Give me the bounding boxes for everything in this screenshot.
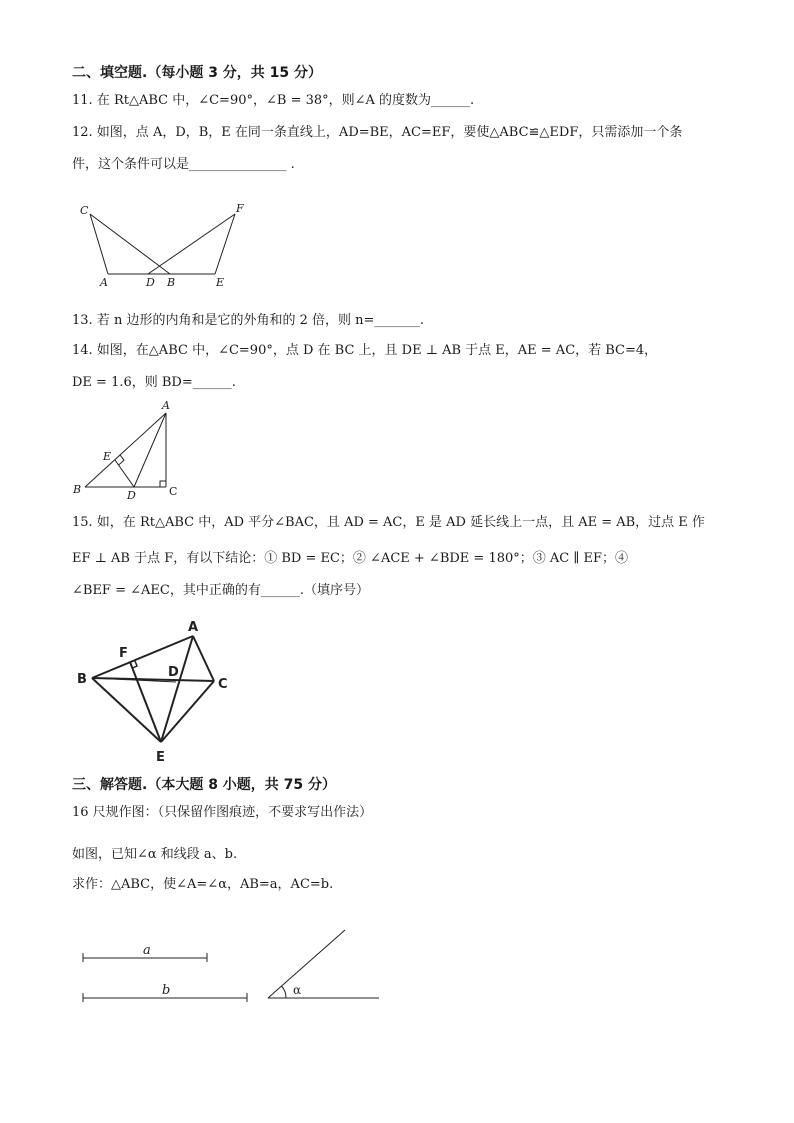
label-f: F: [236, 202, 244, 215]
segment-fe: [215, 214, 235, 274]
question-15-line-2: EF ⊥ AB 于点 F，有以下结论：① BD = EC；② ∠ACE + ∠BDE = 180°；③ AC ∥ EF；④: [72, 551, 629, 566]
label-a-q14: A: [162, 399, 170, 412]
label-b-q15: B: [77, 672, 87, 687]
angle-alpha-arc: [282, 986, 287, 998]
label-a-q15: A: [188, 620, 199, 635]
segment-ba: [85, 413, 166, 487]
question-14-line-2: DE = 1.6，则 BD=______.: [72, 375, 236, 390]
segment-be-q15: [92, 678, 161, 742]
segment-ca: [90, 214, 108, 274]
question-16-given: 如图，已知∠α 和线段 a、b.: [72, 847, 238, 862]
label-c: C: [80, 204, 89, 217]
question-13: 13. 若 n 边形的内角和是它的外角和的 2 倍，则 n=_______.: [72, 313, 425, 328]
right-angle-mark-f: [133, 661, 138, 668]
segment-cb: [90, 214, 170, 274]
label-d-q15: D: [168, 665, 179, 680]
label-d: D: [146, 276, 155, 289]
segment-ba-q15: [92, 636, 193, 678]
question-12-line-1: 12. 如图，点 A，D，B，E 在同一条直线上，AD=BE，AC=EF，要使△ABC≌△EDF，只需添加一个条: [72, 125, 683, 140]
segment-ce-q15: [161, 681, 214, 742]
question-12-line-2: 件，这个条件可以是_______________ .: [72, 157, 295, 172]
label-c-q15: C: [218, 677, 228, 692]
segment-ed: [115, 460, 134, 487]
section-heading-fill-in: 二、填空题.（每小题 3 分，共 15 分）: [72, 65, 323, 81]
right-angle-mark-e: [119, 455, 124, 465]
label-c-q14: C: [169, 485, 178, 498]
label-e-q14: E: [103, 450, 112, 463]
segment-bc-q15: [92, 678, 214, 681]
right-angle-mark-c: [160, 481, 166, 487]
segment-fe-q15: [130, 662, 161, 742]
label-e: E: [216, 276, 225, 289]
section-heading-answer: 三、解答题.（本大题 8 小题，共 75 分）: [72, 777, 337, 793]
label-segment-a: a: [143, 943, 151, 958]
angle-alpha-side-ray: [268, 930, 345, 998]
label-b: B: [167, 276, 176, 289]
question-16-task: 求作：△ABC，使∠A=∠α，AB=a，AC=b.: [72, 877, 334, 892]
segment-ad: [134, 413, 166, 487]
label-a: A: [100, 276, 108, 289]
question-15-line-3: ∠BEF = ∠AEC，其中正确的有______.（填序号）: [72, 583, 369, 598]
segment-ac-q15: [193, 636, 214, 681]
question-16-title: 16 尺规作图：（只保留作图痕迹，不要求写出作法）: [72, 805, 373, 820]
label-d-q14: D: [127, 489, 136, 502]
label-segment-b: b: [162, 983, 171, 998]
segment-fd: [148, 214, 235, 274]
question-15-line-1: 15. 如，在 Rt△ABC 中，AD 平分∠BAC，且 AD = AC，E 是 AD 延长线上一点，且 AE = AB，过点 E 作: [72, 515, 705, 530]
label-e-q15: E: [156, 750, 165, 765]
segment-bd-q15: [92, 678, 176, 682]
label-b-q14: B: [73, 483, 82, 496]
question-11: 11. 在 Rt△ABC 中，∠C=90°，∠B = 38°，则∠A 的度数为______.: [72, 93, 475, 108]
question-14-line-1: 14. 如图，在△ABC 中，∠C=90°，点 D 在 BC 上，且 DE ⊥ AB 于点 E，AE = AC，若 BC=4，: [72, 343, 658, 358]
label-alpha: α: [293, 983, 302, 997]
segment-ae-q15: [161, 636, 193, 742]
label-f-q15: F: [119, 646, 128, 661]
